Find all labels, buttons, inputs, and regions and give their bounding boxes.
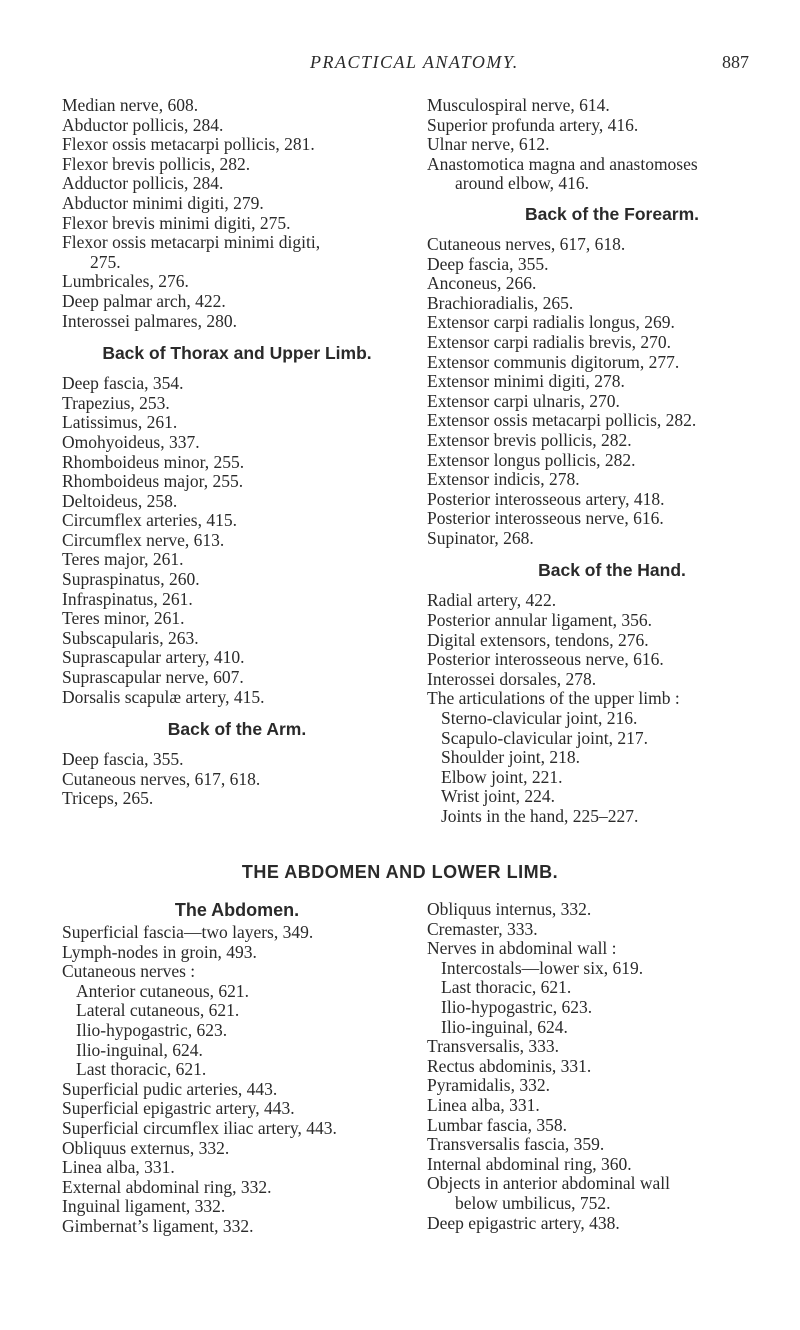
index-entry: Superficial circumflex iliac artery, 443. xyxy=(62,1117,337,1138)
index-entry: Teres minor, 261. xyxy=(62,608,185,629)
index-entry: Superficial pudic arteries, 443. xyxy=(62,1078,278,1099)
index-entry: Ilio-inguinal, 624. xyxy=(441,1016,568,1037)
index-entry: Anterior cutaneous, 621. xyxy=(76,980,250,1001)
index-entry: Circumflex arteries, 415. xyxy=(62,510,237,531)
index-entry: Latissimus, 261. xyxy=(62,412,178,433)
index-entry: Deep fascia, 355. xyxy=(62,749,184,770)
left-column-bottom xyxy=(62,900,412,1237)
index-entry: Suprascapular nerve, 607. xyxy=(62,667,244,688)
main-heading: THE ABDOMEN AND LOWER LIMB. xyxy=(241,862,559,882)
index-entry: Trapezius, 253. xyxy=(62,392,170,413)
index-entry: Extensor ossis metacarpi pollicis, 282. xyxy=(427,410,697,431)
index-entry: Deltoideus, 258. xyxy=(62,490,178,511)
section-heading-forearm: Back of the Forearm. xyxy=(524,203,700,224)
index-entry: Deep palmar arch, 422. xyxy=(62,290,226,311)
index-entry: Omohyoideus, 337. xyxy=(62,431,200,452)
index-entry: Abductor minimi digiti, 279. xyxy=(62,192,264,213)
index-entry: Transversalis fascia, 359. xyxy=(427,1134,605,1155)
index-entry: Deep epigastric artery, 438. xyxy=(427,1212,620,1233)
arm-entries xyxy=(62,750,412,809)
index-entry: Supraspinatus, 260. xyxy=(62,569,200,590)
index-entry: Shoulder joint, 218. xyxy=(441,747,581,768)
index-entry: Transversalis, 333. xyxy=(427,1036,560,1057)
index-entry: Extensor longus pollicis, 282. xyxy=(427,449,636,470)
index-entry: Superficial fascia—two layers, 349. xyxy=(62,922,314,942)
index-entry: Last thoracic, 621. xyxy=(76,1059,207,1080)
index-entry: Lateral cutaneous, 621. xyxy=(76,1000,240,1021)
index-entry: Rectus abdominis, 331. xyxy=(427,1055,592,1076)
index-entry: Linea alba, 331. xyxy=(427,1094,540,1115)
index-entry: Extensor indicis, 278. xyxy=(427,469,580,490)
palm-entries xyxy=(62,96,412,331)
index-entry: Superior profunda artery, 416. xyxy=(427,114,639,135)
forearm-entries xyxy=(427,235,797,549)
index-entry: Nerves in abdominal wall : xyxy=(427,938,617,959)
index-entry: Wrist joint, 224. xyxy=(441,786,556,807)
index-entry: Rhomboideus minor, 255. xyxy=(62,451,245,472)
index-entry: Deep fascia, 355. xyxy=(427,253,549,274)
index-entry: Ilio-hypogastric, 623. xyxy=(441,996,593,1017)
index-entry: Subscapularis, 263. xyxy=(62,627,199,648)
index-entry: Superficial epigastric artery, 443. xyxy=(62,1098,295,1119)
index-entry: below umbilicus, 752. xyxy=(455,1192,611,1213)
index-entry: Extensor carpi radialis brevis, 270. xyxy=(427,331,671,352)
index-entry: Interossei dorsales, 278. xyxy=(427,668,597,689)
running-head xyxy=(0,52,800,76)
index-entry: Ilio-hypogastric, 623. xyxy=(76,1019,228,1040)
index-entry: Median nerve, 608. xyxy=(62,95,199,115)
index-entry: The articulations of the upper limb : xyxy=(427,688,680,709)
index-entry: Elbow joint, 221. xyxy=(441,766,563,787)
index-entry: Infraspinatus, 261. xyxy=(62,588,193,609)
index-entry: Cutaneous nerves : xyxy=(62,961,196,982)
index-entry: Digital extensors, tendons, 276. xyxy=(427,629,649,650)
index-entry: Supinator, 268. xyxy=(427,527,534,548)
index-entry: Inguinal ligament, 332. xyxy=(62,1196,226,1217)
index-entry: Anconeus, 266. xyxy=(427,273,537,294)
index-entry: Musculospiral nerve, 614. xyxy=(427,95,610,115)
index-entry: Extensor minimi digiti, 278. xyxy=(427,371,625,392)
index-entry: Obliquus externus, 332. xyxy=(62,1137,230,1158)
index-entry: Sterno-clavicular joint, 216. xyxy=(441,708,638,729)
index-entry: Flexor brevis pollicis, 282. xyxy=(62,153,251,174)
index-entry: Cutaneous nerves, 617, 618. xyxy=(62,768,261,789)
hand-entries xyxy=(427,591,797,826)
index-entry: Ilio-inguinal, 624. xyxy=(76,1039,203,1060)
index-entry: Cremaster, 333. xyxy=(427,918,538,939)
index-entry: Linea alba, 331. xyxy=(62,1157,175,1178)
index-entry: Posterior interosseous nerve, 616. xyxy=(427,649,664,670)
index-entry: Lymph-nodes in groin, 493. xyxy=(62,941,257,962)
index-entry: Interossei palmares, 280. xyxy=(62,310,237,331)
section-heading-arm: Back of the Arm. xyxy=(167,719,307,740)
index-entry: Abductor pollicis, 284. xyxy=(62,114,224,135)
index-entry: External abdominal ring, 332. xyxy=(62,1176,272,1197)
index-entry: Anastomotica magna and anastomoses xyxy=(427,153,698,174)
index-entry: Triceps, 265. xyxy=(62,788,154,809)
index-entry: Brachioradialis, 265. xyxy=(427,292,574,313)
index-entry: Teres major, 261. xyxy=(62,549,184,570)
right-column-top xyxy=(427,96,797,827)
index-entry: Flexor ossis metacarpi minimi digiti, xyxy=(62,232,321,253)
section-heading-thorax: Back of Thorax and Upper Limb. xyxy=(102,343,372,364)
index-entry: Posterior interosseous artery, 418. xyxy=(427,488,665,509)
elbow-entries xyxy=(427,96,797,194)
index-entry: Internal abdominal ring, 360. xyxy=(427,1153,632,1174)
index-entry: Radial artery, 422. xyxy=(427,590,557,611)
index-entry: Joints in the hand, 225–227. xyxy=(441,806,639,826)
index-entry: Lumbar fascia, 358. xyxy=(427,1114,567,1135)
index-entry: 275. xyxy=(90,251,121,272)
index-entry: Cutaneous nerves, 617, 618. xyxy=(427,233,626,254)
index-entry: Rhomboideus major, 255. xyxy=(62,471,244,492)
index-entry: Posterior annular ligament, 356. xyxy=(427,610,653,631)
index-entry: Obliquus internus, 332. xyxy=(427,899,592,919)
abdomen-entries-left xyxy=(62,923,412,1237)
index-entry: Suprascapular artery, 410. xyxy=(62,647,245,668)
section-heading-hand: Back of the Hand. xyxy=(538,560,686,581)
thorax-entries xyxy=(62,374,412,707)
index-entry: Objects in anterior abdominal wall xyxy=(427,1173,670,1194)
index-entry: Gimbernat’s ligament, 332. xyxy=(62,1215,254,1236)
index-entry: Adductor pollicis, 284. xyxy=(62,173,224,194)
index-entry: Extensor brevis pollicis, 282. xyxy=(427,429,632,450)
index-entry: Last thoracic, 621. xyxy=(441,977,572,998)
index-entry: Extensor carpi ulnaris, 270. xyxy=(427,390,620,411)
right-column-bottom xyxy=(427,900,797,1233)
index-entry: Scapulo-clavicular joint, 217. xyxy=(441,727,649,748)
page-number: 887 xyxy=(722,52,749,72)
index-entry: Dorsalis scapulæ artery, 415. xyxy=(62,686,265,707)
index-entry: Circumflex nerve, 613. xyxy=(62,529,225,550)
index-entry: around elbow, 416. xyxy=(455,173,589,194)
abdomen-entries-right xyxy=(427,900,797,1233)
index-entry: Extensor communis digitorum, 277. xyxy=(427,351,680,372)
index-entry: Flexor brevis minimi digiti, 275. xyxy=(62,212,291,233)
index-entry: Lumbricales, 276. xyxy=(62,271,189,292)
index-entry: Intercostals—lower six, 619. xyxy=(441,957,644,978)
index-entry: Flexor ossis metacarpi pollicis, 281. xyxy=(62,134,315,155)
index-entry: Extensor carpi radialis longus, 269. xyxy=(427,312,675,333)
index-entry: Pyramidalis, 332. xyxy=(427,1075,550,1096)
left-column-top xyxy=(62,96,412,809)
index-entry: Ulnar nerve, 612. xyxy=(427,134,550,155)
running-title: PRACTICAL ANATOMY. xyxy=(310,52,519,72)
index-entry: Deep fascia, 354. xyxy=(62,373,184,394)
section-heading-abdomen: The Abdomen. xyxy=(174,900,300,920)
index-entry: Posterior interosseous nerve, 616. xyxy=(427,508,664,529)
